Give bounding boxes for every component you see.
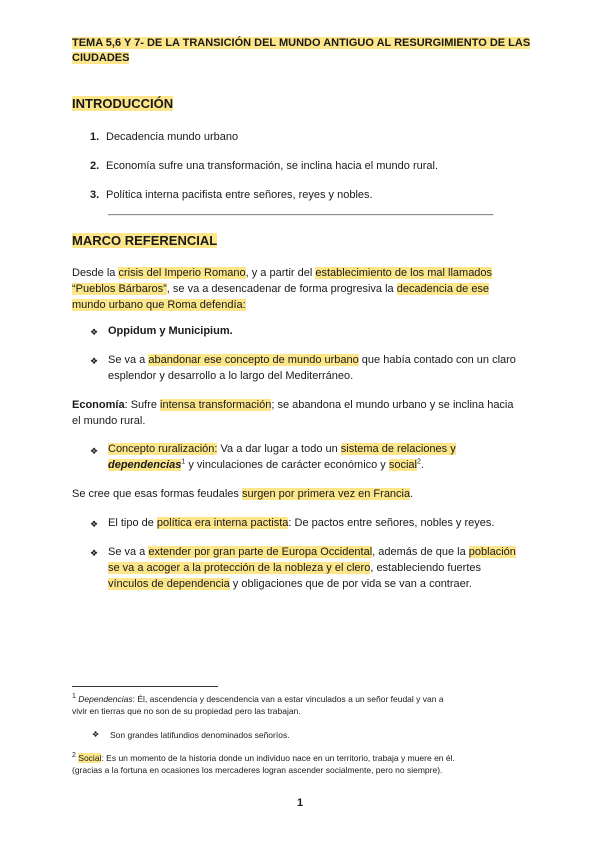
footnote-1-bullet: Son grandes latifundios denominados señoríos. — [110, 730, 290, 740]
marco-heading: MARCO REFERENCIAL — [72, 233, 218, 248]
bullet-ruralizacion: Concepto ruralización: Va a dar lugar a todo un sistema de relaciones y dependencias$^1$ y vinculaciones de carácter económico y social$^2$. — [108, 443, 456, 471]
page-number: 1 — [296, 797, 304, 809]
footnote-1: $^1$ Dependencias: Él, ascendencia y descendencia van a estar vinculados a un señor feudal y van a vivir en tierras que no son de su propiedad pero las trabajan. — [72, 693, 444, 716]
bullet-abandono: Se va a abandonar ese concepto de mundo urbano que había contado con un claro esplendor y desarrollo a lo largo del Mediterráneo. — [108, 354, 516, 382]
bullet-icon: ❖ — [90, 446, 99, 456]
bullet-icon: ❖ — [90, 548, 99, 558]
bullet-extension: Se va a extender por gran parte de Europa Occidental, además de que la población se va a acoger a la protección de la nobleza y el clero, estableciendo fuertes vínculos de dependencia y obligaciones que de por vida se van a contraer. — [108, 546, 516, 590]
bullet-icon: ❖ — [92, 730, 100, 739]
bullet-icon: ❖ — [90, 327, 99, 337]
bullet-oppidum: Oppidum y Municipium. — [108, 325, 233, 337]
separator-rule: _____________________________________________________________________________ — [108, 205, 494, 215]
document-title: TEMA 5,6 Y 7- DE LA TRANSICIÓN DEL MUNDO ANTIGUO AL RESURGIMIENTO DE LAS CIUDADES — [72, 37, 531, 64]
intro-item-1: 1. Decadencia mundo urbano — [90, 131, 239, 143]
footnote-2: $^2$ Social: Es un momento de la historia donde un individuo nace en un territorio, trabaja y muere en él. (gracias a la fortuna en ocasiones los mercaderes logran ascender socialmente, pero no siempre). — [72, 752, 455, 775]
francia-paragraph: Se cree que esas formas feudales surgen por primera vez en Francia. — [72, 488, 414, 500]
footnote-divider — [72, 686, 218, 687]
intro-item-3: 3. Política interna pacifista entre señores, reyes y nobles. — [90, 189, 373, 201]
marco-paragraph-1: Desde la crisis del Imperio Romano, y a partir del establecimiento de los mal llamados “Pueblos Bárbaros”, se va a desencadenar de forma progresiva la decadencia de ese mundo urbano que Roma defendía: — [72, 267, 493, 311]
bullet-icon: ❖ — [90, 356, 99, 366]
intro-item-2: 2. Economía sufre una transformación, se inclina hacia el mundo rural. — [90, 160, 439, 172]
economia-paragraph: Economía: Sufre intensa transformación; se abandona el mundo urbano y se inclina hacia el mundo rural. — [72, 399, 514, 427]
intro-heading: INTRODUCCIÓN — [72, 96, 174, 111]
bullet-politica: El tipo de política era interna pactista: De pactos entre señores, nobles y reyes. — [108, 517, 495, 529]
bullet-icon: ❖ — [90, 519, 99, 529]
